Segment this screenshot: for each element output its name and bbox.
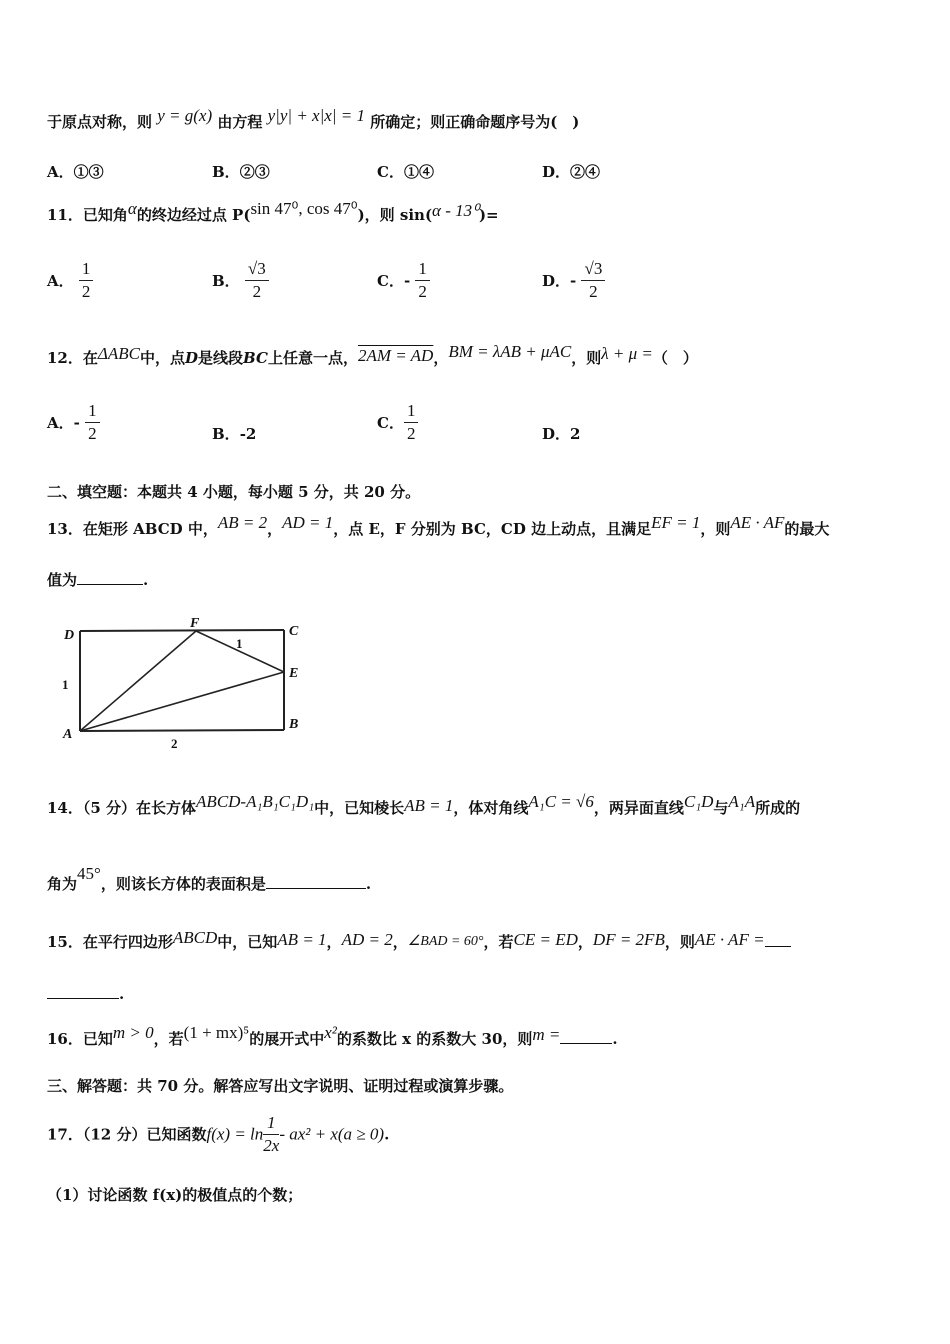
q12-option-b: B．-2 [212,425,257,443]
q16-answer-blank[interactable] [560,1029,612,1044]
q13-number: 13． [47,520,83,538]
q15-number: 15． [47,933,83,951]
label-side-fe: 1 [236,636,243,651]
q15-answer-blank-part-1[interactable] [765,932,791,947]
rectangle-figure [58,614,308,756]
q16-number: 16． [47,1030,83,1048]
q15-stem: 15．在平行四边形ABCD中，已知AB = 1，AD = 2，∠BAD = 60°，若CE = ED，DF = 2FB，则AE · AF = [47,932,791,954]
q15-answer-blank[interactable] [47,984,119,999]
q10-line [47,106,580,132]
label-d: D [64,628,75,643]
q17-number: 17． [47,1125,83,1144]
label-f: F [190,616,200,631]
q12-option-a: A．- $\frac{1}{2}$ [47,400,100,445]
q12-option-c: C． $\frac{1}{2}$ [377,400,418,445]
q10-option-c: C．①④ [377,163,434,181]
q14-answer-blank[interactable] [266,874,366,889]
q11-stem: 11．已知角α的终边经过点 P(sin 47⁰, cos 47⁰)，则 sin(α - 13⁰)= [47,199,499,224]
q13-stem: 13．在矩形 ABCD 中，AB = 2，AD = 1，点 E，F 分别为 BC，CD 边上动点，且满足EF = 1，则AE · AF的最大 [47,513,830,538]
label-side-ab: 2 [171,736,178,751]
q10-text-1: 于原点对称，则 [47,113,153,131]
label-c: C [289,624,299,639]
q10-expr-2: y|y| + x|x| = 1 [267,106,365,125]
q14-number: 14． [47,799,83,817]
side-ab [80,730,284,731]
q12-stem: 12．在ΔABC中，点D是线段BC上任意一点，2AM = AD，BM = λAB + μAC，则λ + μ =（ ） [47,342,698,367]
q10-option-a: A．①③ [47,163,104,181]
label-side-ad: 1 [62,677,69,692]
q10-text-2: 由方程 [217,113,263,131]
q12-option-d: D．2 [542,425,581,443]
q14-stem: 14．（5 分）在长方体ABCD-A₁B₁C₁D₁中，已知棱长AB = 1，体对角线A₁C = √6，两异面直线C₁D与A₁A所成的 [47,792,801,817]
q10-text-3: 所确定；则正确命题序号为( ) [370,113,580,131]
q17-stem: 17．（12 分）已知函数f(x) = ln $\frac{1}{2x}$ - ax² + x(a ≥ 0). [47,1113,390,1155]
q10-option-b: B．②③ [212,163,270,181]
q10-option-d: D．②④ [542,163,601,181]
label-b: B [289,717,299,732]
q13-line-2: 值为 . [47,571,149,589]
q11-number: 11． [47,206,83,224]
q14-line-2: 角为45°，则该长方体的表面积是 . [47,864,372,893]
q11-option-b: B． $\frac{√3}{2}$ [212,258,269,303]
q10-expr-1: y = g(x) [157,106,213,125]
label-a: A [63,727,73,742]
section-2-heading: 二、填空题：本题共 4 小题，每小题 5 分，共 20 分。 [47,483,421,501]
q17-part-1: （1）讨论函数 f(x)的极值点的个数； [47,1186,303,1204]
side-dc [80,630,284,631]
q13-answer-blank[interactable] [77,570,143,585]
q11-option-d: D．- $\frac{√3}{2}$ [542,258,605,303]
segment-ae [80,672,284,731]
segment-af [80,631,196,731]
q11-option-c: C．- $\frac{1}{2}$ [377,258,430,303]
q15-line-2: . [47,984,124,1004]
section-3-heading: 三、解答题：共 70 分。解答应写出文字说明、证明过程或演算步骤。 [47,1077,514,1095]
q12-number: 12． [47,349,83,367]
q11-option-a: A． $\frac{1}{2}$ [47,258,93,303]
label-e: E [289,666,299,681]
q16-stem: 16．已知m > 0，若(1 + mx)⁵的展开式中x²的系数比 x 的系数大 30，则m = . [47,1023,618,1048]
